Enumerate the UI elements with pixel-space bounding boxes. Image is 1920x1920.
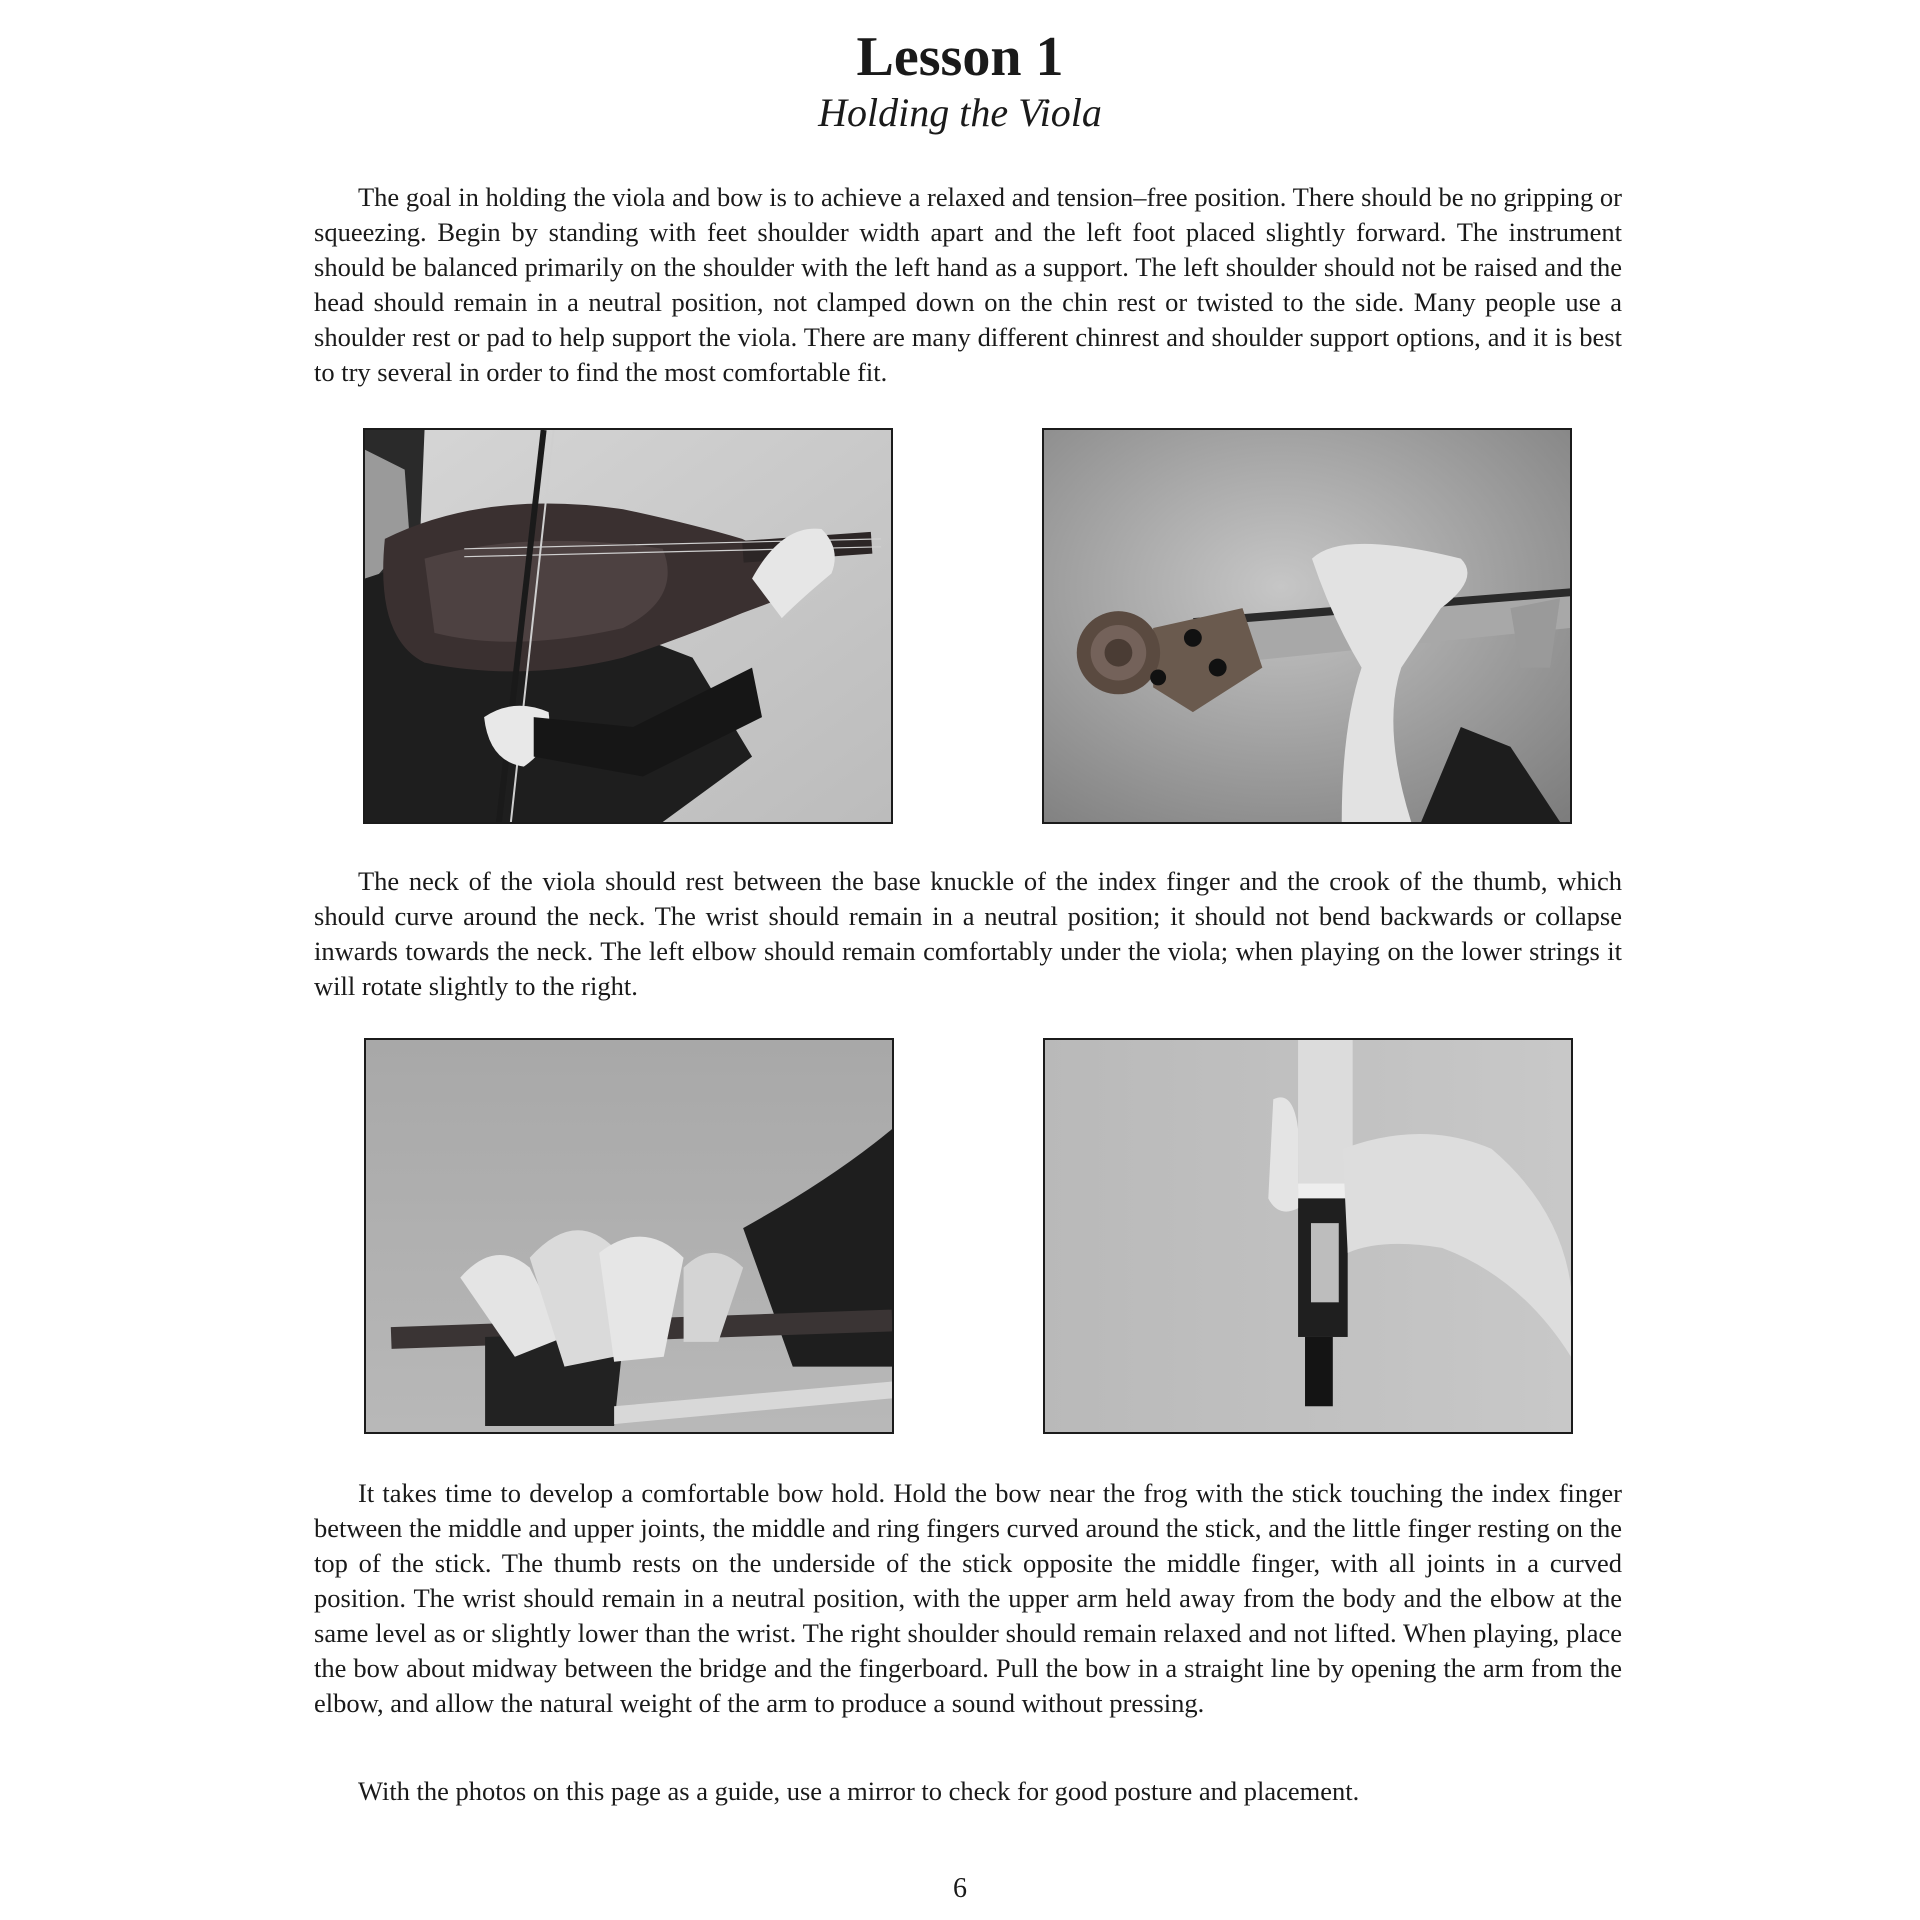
paragraph-left-hand: The neck of the viola should rest between the base knuckle of the index finger and the crook of the thumb, which should curve around the neck. The wrist should remain in a neutral position; it should not bend backwards or collapse inwards towards the neck. The left elbow should remain comfortably under the viola; when playing on the lower strings it will rotate slightly to the right. (314, 866, 1622, 1001)
photo-left-hand-on-neck (1042, 428, 1572, 824)
lesson-title: Lesson 1 (856, 26, 1064, 88)
lesson-subtitle: Holding the Viola (818, 90, 1102, 135)
page-number: 6 (953, 1873, 967, 1904)
photo-bow-hold-thumb (1043, 1038, 1573, 1434)
photo-bow-hold-side (364, 1038, 894, 1434)
paragraph-bow-hold: It takes time to develop a comfortable bow hold. Hold the bow near the frog with the stick touching the index finger between the middle and upper joints, the middle and ring fingers curved around the stick, and the little finger resting on the top of the stick. The thumb rests on the underside of the stick opposite the middle finger, with all joints in a curved position. The wrist should remain in a neutral position, with the upper arm held away from the body and the elbow at the same level as or slightly lower than the wrist. The right shoulder should remain relaxed and not lifted. When playing, place the bow about midway between the bridge and the fingerboard. Pull the bow in a straight line by opening the arm from the elbow, and allow the natural weight of the arm to produce a sound without pressing. (314, 1478, 1622, 1718)
paragraph-mirror-tip: With the photos on this page as a guide, use a mirror to check for good posture and placement. (358, 1776, 1360, 1806)
paragraph-holding-intro: The goal in holding the viola and bow is to achieve a relaxed and tension–free position. There should be no gripping or squeezing. Begin by standing with feet shoulder width apart and the left foot placed slightly forward. The instrument should be balanced primarily on the shoulder with the left hand as a support. The left shoulder should not be raised and the head should remain in a neutral position, not clamped down on the chin rest or twisted to the side. Many people use a shoulder rest or pad to help support the viola. There are many different chinrest and shoulder support options, and it is best to try several in order to find the most comfortable fit. (314, 182, 1622, 387)
photo-player-holding-viola (363, 428, 893, 824)
